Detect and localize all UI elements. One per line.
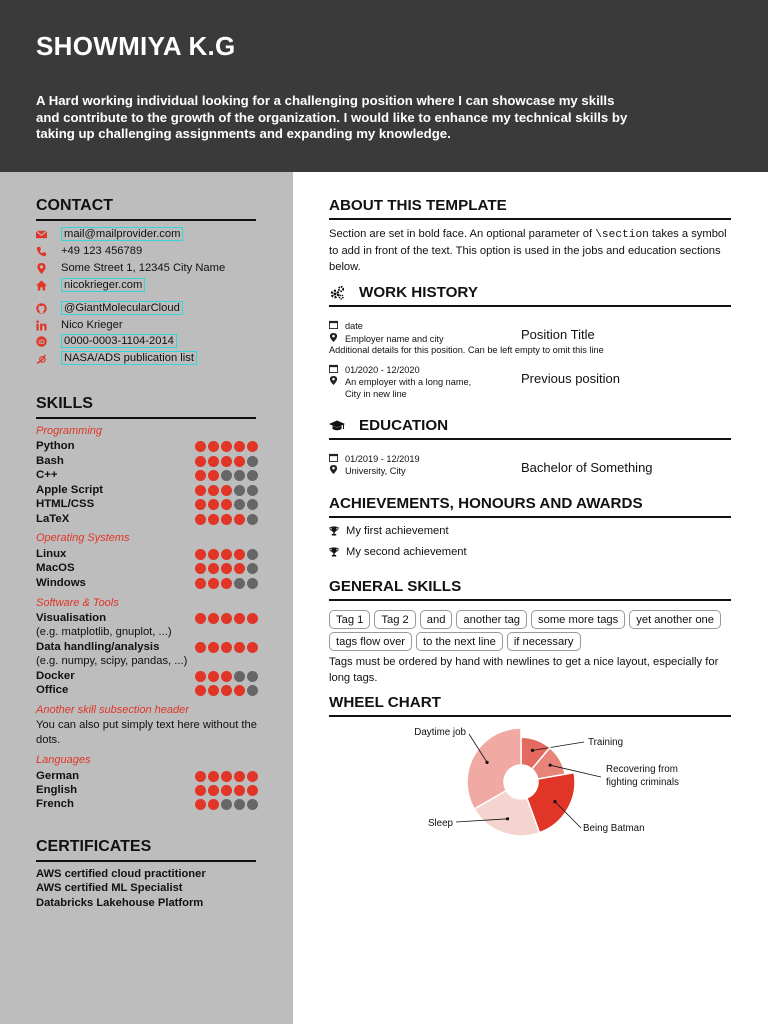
skill-rating — [195, 613, 258, 624]
gears-icon — [329, 285, 345, 301]
skill-rating — [195, 771, 258, 782]
home-icon — [36, 280, 54, 291]
skill-dot-empty — [247, 456, 258, 467]
skill-dot-filled — [208, 799, 219, 810]
skill-rating — [195, 514, 258, 525]
wheel-chart-heading: WHEEL CHART — [329, 694, 731, 717]
skill-rating — [195, 671, 258, 682]
skill-dot-filled — [234, 785, 245, 796]
skill-tag: yet another one — [629, 610, 721, 629]
achievement-item: My second achievement — [329, 546, 467, 558]
orcid-link[interactable]: 0000-0003-1104-2014 — [61, 334, 177, 348]
certificate-item: AWS certified cloud practitioner — [36, 868, 206, 880]
skill-dot-filled — [221, 578, 232, 589]
skill-subhead-software: Software & Tools — [36, 597, 119, 609]
skill-row: Bash — [36, 454, 258, 468]
skill-note: (e.g. matplotlib, gnuplot, ...) — [36, 626, 172, 638]
general-skills-heading: GENERAL SKILLS — [329, 578, 731, 601]
skills-heading: SKILLS — [36, 395, 256, 419]
contact-ads[interactable] — [36, 350, 197, 366]
tags-note: Tags must be ordered by hand with newlines to get a nice layout, especially for long tags. — [329, 656, 719, 684]
skill-dot-filled — [221, 671, 232, 682]
svg-text:iD: iD — [38, 338, 45, 346]
skill-dot-empty — [247, 685, 258, 696]
skill-row: MacOS — [36, 561, 258, 575]
skill-row: German — [36, 769, 258, 783]
skill-dot-filled — [208, 499, 219, 510]
skill-dot-filled — [195, 642, 206, 653]
skill-dot-empty — [247, 563, 258, 574]
skill-dot-filled — [195, 514, 206, 525]
skill-dot-filled — [208, 563, 219, 574]
skill-dot-filled — [234, 456, 245, 467]
certificate-item: Databricks Lakehouse Platform — [36, 897, 204, 909]
skill-subhead-other: Another skill subsection header — [36, 704, 189, 716]
skill-dot-filled — [221, 485, 232, 496]
skill-rating — [195, 499, 258, 510]
skill-tag: if necessary — [507, 632, 581, 651]
about-heading: ABOUT THIS TEMPLATE — [329, 197, 731, 220]
wheel-label: Being Batman — [583, 823, 645, 834]
wheel-leader-dot — [531, 749, 534, 752]
skill-row: Data handling/analysis — [36, 640, 258, 654]
skill-dot-filled — [208, 456, 219, 467]
wheel-leader-dot — [485, 761, 488, 764]
skill-dot-empty — [221, 470, 232, 481]
skill-row: Visualisation — [36, 611, 258, 625]
skill-dot-filled — [234, 613, 245, 624]
skill-row: Apple Script — [36, 483, 258, 497]
skill-dot-filled — [208, 785, 219, 796]
skill-subhead-os: Operating Systems — [36, 532, 130, 544]
calendar-icon — [329, 453, 345, 462]
skill-dot-filled — [195, 771, 206, 782]
skill-dot-filled — [208, 771, 219, 782]
skill-dot-filled — [247, 613, 258, 624]
skill-rating — [195, 441, 258, 452]
skill-rating — [195, 642, 258, 653]
skill-dot-filled — [195, 563, 206, 574]
contact-orcid[interactable] — [36, 333, 177, 349]
skill-dot-filled — [208, 613, 219, 624]
trophy-icon — [329, 526, 346, 536]
skill-dot-empty — [234, 578, 245, 589]
tag-list — [329, 610, 733, 651]
skill-subhead-programming: Programming — [36, 425, 103, 437]
contact-heading: CONTACT — [36, 197, 256, 221]
graduation-cap-icon — [329, 418, 345, 434]
work-heading: WORK HISTORY — [329, 284, 731, 307]
skill-dot-filled — [208, 470, 219, 481]
certificates-heading: CERTIFICATES — [36, 838, 256, 862]
skill-dot-filled — [208, 671, 219, 682]
skill-dot-filled — [247, 441, 258, 452]
work-details: Additional details for this position. Can be left empty to omit this line — [329, 345, 604, 355]
contact-website[interactable] — [36, 277, 145, 293]
skill-dot-filled — [208, 441, 219, 452]
work-place: An employer with a long name, City in new line — [329, 376, 489, 400]
skill-dot-filled — [208, 642, 219, 653]
skill-dot-empty — [221, 799, 232, 810]
skill-row: Windows — [36, 576, 258, 590]
work-date: date — [329, 320, 363, 332]
skill-tag: Tag 1 — [329, 610, 370, 629]
contact-linkedin[interactable] — [36, 317, 123, 333]
skill-dot-empty — [234, 499, 245, 510]
ads-icon — [36, 353, 54, 364]
skill-dot-filled — [195, 549, 206, 560]
skill-dot-filled — [234, 771, 245, 782]
github-icon — [36, 303, 54, 314]
skill-row: Office — [36, 683, 258, 697]
skill-dot-empty — [247, 470, 258, 481]
contact-github[interactable] — [36, 300, 183, 316]
wheel-leader-dot — [506, 817, 509, 820]
skill-dot-filled — [208, 514, 219, 525]
achievement-item: My first achievement — [329, 525, 449, 537]
ads-link[interactable]: NASA/ADS publication list — [61, 351, 197, 365]
work-place: Employer name and city — [329, 333, 444, 345]
achievements-heading: ACHIEVEMENTS, HONOURS AND AWARDS — [329, 495, 731, 518]
skill-dot-filled — [247, 771, 258, 782]
email-link[interactable]: mail@mailprovider.com — [61, 227, 183, 241]
wheel-label: Training — [588, 737, 624, 748]
skill-rating — [195, 685, 258, 696]
orcid-icon — [36, 336, 54, 347]
website-link[interactable]: nicokrieger.com — [61, 278, 145, 292]
phone-text: +49 123 456789 — [61, 245, 143, 257]
work-position-title: Previous position — [521, 371, 620, 386]
wheel-leader-dot — [549, 764, 552, 767]
education-place: University, City — [329, 465, 406, 477]
wheel-label: Daytime job — [414, 727, 466, 738]
skill-tag: tags flow over — [329, 632, 412, 651]
header — [0, 0, 768, 172]
skill-row: Docker — [36, 669, 258, 683]
wheel-chart — [329, 722, 733, 852]
skill-dot-filled — [221, 685, 232, 696]
skill-rating — [195, 470, 258, 481]
skill-dot-filled — [221, 499, 232, 510]
skill-dot-filled — [195, 613, 206, 624]
skill-rating — [195, 485, 258, 496]
certificate-item: AWS certified ML Specialist — [36, 882, 183, 894]
education-title: Bachelor of Something — [521, 460, 653, 475]
skill-note: (e.g. numpy, scipy, pandas, ...) — [36, 655, 188, 667]
skill-dot-empty — [247, 549, 258, 560]
skill-dot-filled — [221, 613, 232, 624]
skill-row: French — [36, 797, 258, 811]
skill-dot-filled — [234, 642, 245, 653]
wheel-leader-dot — [553, 800, 556, 803]
contact-phone — [36, 243, 142, 259]
skill-dot-filled — [221, 563, 232, 574]
skill-dot-filled — [208, 578, 219, 589]
skill-dot-filled — [195, 499, 206, 510]
skill-dot-empty — [247, 499, 258, 510]
skill-dot-filled — [221, 514, 232, 525]
skill-dot-filled — [234, 685, 245, 696]
skill-tag: Tag 2 — [374, 610, 415, 629]
skill-row: Linux — [36, 547, 258, 561]
skill-dot-filled — [221, 456, 232, 467]
skill-tag: some more tags — [531, 610, 625, 629]
skill-dot-filled — [221, 549, 232, 560]
skill-row: English — [36, 783, 258, 797]
skill-tag: another tag — [456, 610, 527, 629]
skill-dot-empty — [234, 799, 245, 810]
skill-dot-filled — [234, 514, 245, 525]
wheel-label: Sleep — [427, 818, 453, 829]
skill-tag: to the next line — [416, 632, 503, 651]
skill-dot-empty — [247, 485, 258, 496]
map-marker-icon — [329, 333, 345, 342]
skill-rating — [195, 785, 258, 796]
calendar-icon — [329, 320, 345, 329]
skill-dot-empty — [234, 470, 245, 481]
calendar-icon — [329, 364, 345, 373]
linkedin-icon — [36, 320, 54, 331]
trophy-icon — [329, 547, 346, 557]
skill-rating — [195, 799, 258, 810]
skill-rating — [195, 578, 258, 589]
skill-dot-filled — [221, 785, 232, 796]
skill-dot-filled — [195, 799, 206, 810]
skill-rating — [195, 563, 258, 574]
skill-dot-filled — [208, 485, 219, 496]
skill-rating — [195, 456, 258, 467]
skill-dot-filled — [247, 642, 258, 653]
skill-rating — [195, 549, 258, 560]
contact-address — [36, 260, 225, 276]
skill-dot-filled — [208, 685, 219, 696]
person-name: SHOWMIYA K.G — [36, 31, 236, 61]
address-text: Some Street 1, 12345 City Name — [61, 262, 226, 274]
skill-dot-empty — [247, 671, 258, 682]
skill-free-text: You can also put simply text here without the dots. — [36, 719, 257, 746]
skill-dot-filled — [221, 642, 232, 653]
skill-tag: and — [420, 610, 453, 629]
skill-dot-filled — [195, 671, 206, 682]
summary-text: A Hard working individual looking for a challenging position where I can showcase my skills and contribute to the growth of the organization. I would like to enhance my technical skills by taking up challenging assignments and expanding my knowledge. — [36, 93, 628, 142]
skill-dot-filled — [234, 549, 245, 560]
education-heading: EDUCATION — [329, 417, 731, 440]
skill-subhead-languages: Languages — [36, 754, 91, 766]
skill-dot-filled — [234, 563, 245, 574]
education-date: 01/2019 - 12/2019 — [329, 453, 420, 465]
wheel-label: Recovering from fighting criminals — [606, 764, 679, 788]
about-text: Section are set in bold face. An optional parameter of \section takes a symbol to add in front of the text. This option is used in the jobs and education sections below. — [329, 228, 727, 273]
skill-row: Python — [36, 439, 258, 453]
linkedin-text: Nico Krieger — [61, 319, 123, 331]
skill-row: C++ — [36, 468, 258, 482]
skill-dot-filled — [195, 685, 206, 696]
skill-row: LaTeX — [36, 512, 258, 526]
map-marker-icon — [36, 263, 54, 274]
skill-dot-empty — [247, 799, 258, 810]
skill-dot-filled — [221, 441, 232, 452]
skill-dot-filled — [195, 785, 206, 796]
skill-dot-empty — [247, 578, 258, 589]
skill-dot-filled — [208, 549, 219, 560]
skill-dot-filled — [195, 485, 206, 496]
skill-dot-filled — [195, 441, 206, 452]
skill-dot-filled — [195, 456, 206, 467]
envelope-icon — [36, 229, 54, 240]
work-date: 01/2020 - 12/2020 — [329, 364, 420, 376]
map-marker-icon — [329, 465, 345, 474]
skill-dot-filled — [247, 785, 258, 796]
phone-icon — [36, 246, 54, 257]
skill-dot-filled — [195, 578, 206, 589]
skill-row: HTML/CSS — [36, 497, 258, 511]
skill-dot-filled — [195, 470, 206, 481]
github-link[interactable]: @GiantMolecularCloud — [61, 301, 183, 315]
skill-dot-empty — [234, 485, 245, 496]
skill-dot-empty — [234, 671, 245, 682]
map-marker-icon — [329, 376, 345, 385]
skill-dot-empty — [247, 514, 258, 525]
contact-email[interactable] — [36, 226, 183, 242]
work-position-title: Position Title — [521, 327, 595, 342]
skill-dot-filled — [221, 771, 232, 782]
skill-dot-filled — [234, 441, 245, 452]
